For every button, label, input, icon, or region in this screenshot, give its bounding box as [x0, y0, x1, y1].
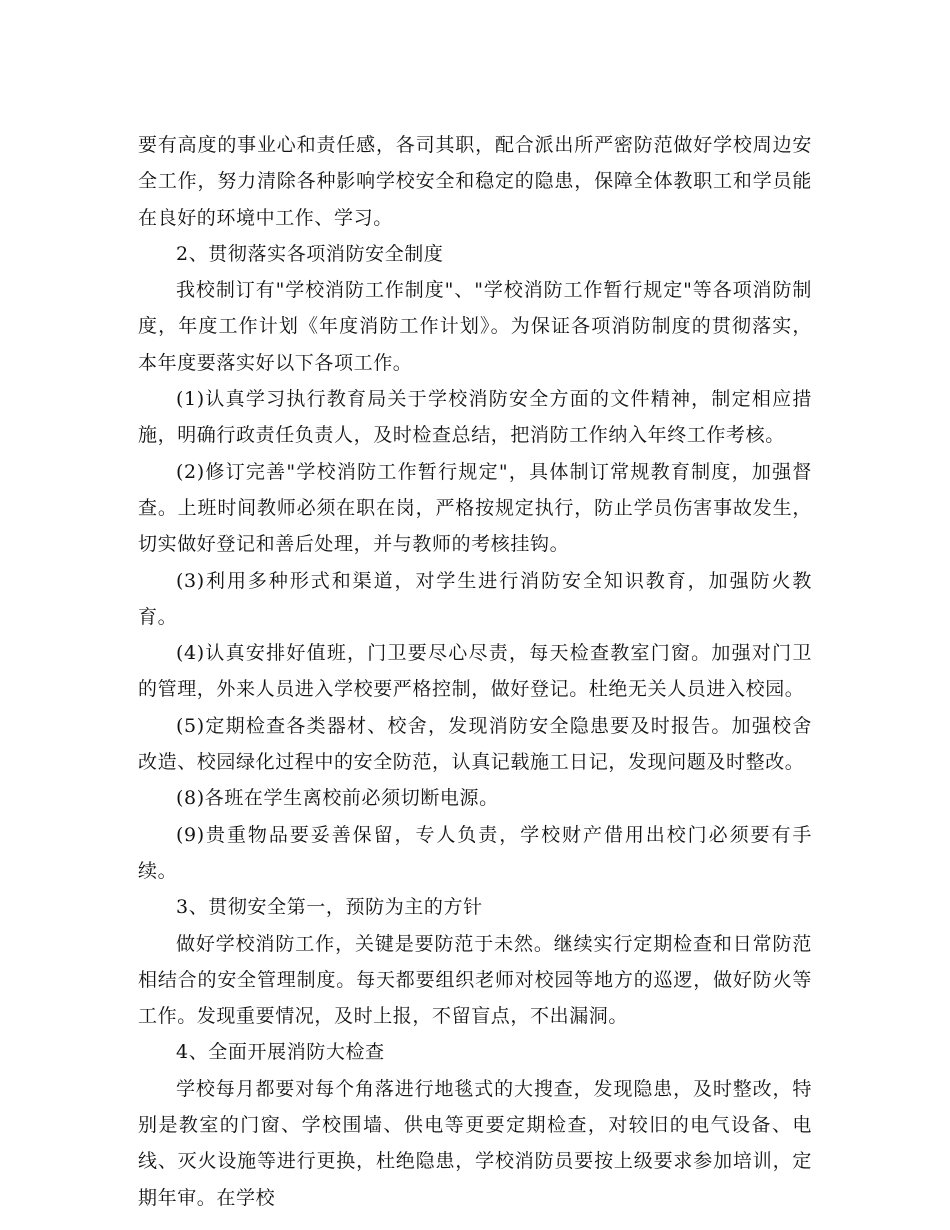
paragraph-prevention: 做好学校消防工作，关键是要防范于未然。继续实行定期检查和日常防范相结合的安全管理制度。每天都要组织老师对校园等地方的巡逻，做好防火等工作。发现重要情况，及时上报，不留盲点，不出漏洞。 — [138, 932, 812, 1028]
heading-section-3: 3、贯彻安全第一，预防为主的方针 — [176, 896, 483, 919]
heading-section-4: 4、全面开展消防大检查 — [176, 1041, 385, 1064]
paragraph-fire-rules: 我校制订有"学校消防工作制度"、"学校消防工作暂行规定"等各项消防制度，年度工作计划《年度消防工作计划》。为保证各项消防制度的贯彻落实，本年度要落实好以下各项工作。 — [138, 279, 812, 374]
paragraph-inspection: 学校每月都要对每个角落进行地毯式的大搜查，发现隐患，及时整改，特别是教室的门窗、学校围墙、供电等更要定期检查，对较旧的电气设备、电线、灭火设施等进行更换，杜绝隐患，学校消防员要按上级要求参加培训，定期年审。在学校 — [138, 1077, 812, 1209]
list-item-2: (2)修订完善"学校消防工作暂行规定"，具体制订常规教育制度，加强督查。上班时间教师必须在职在岗，严格按规定执行，防止学员伤害事故发生，切实做好登记和善后处理，并与教师的考核挂钩。 — [138, 460, 812, 556]
list-item-1: (1)认真学习执行教育局关于学校消防安全方面的文件精神，制定相应措施，明确行政责任负责人，及时检查总结，把消防工作纳入年终工作考核。 — [138, 388, 812, 447]
list-item-3: (3)利用多种形式和渠道，对学生进行消防安全知识教育，加强防火教育。 — [138, 569, 812, 628]
heading-section-2: 2、贯彻落实各项消防安全制度 — [176, 242, 444, 265]
list-item-9: (9)贵重物品要妥善保留，专人负责，学校财产借用出校门必须要有手续。 — [138, 823, 812, 882]
list-item-8: (8)各班在学生离校前必须切断电源。 — [176, 787, 499, 810]
list-item-5: (5)定期检查各类器材、校舍，发现消防安全隐患要及时报告。加强校舍改造、校园绿化过程中的安全防范，认真记载施工日记，发现问题及时整改。 — [138, 714, 812, 774]
list-item-4: (4)认真安排好值班，门卫要尽心尽责，每天检查教室门窗。加强对门卫的管理，外来人员进入学校要严格控制，做好登记。杜绝无关人员进入校园。 — [138, 642, 812, 701]
document-page — [138, 127, 812, 1216]
paragraph-intro: 要有高度的事业心和责任感，各司其职，配合派出所严密防范做好学校周边安全工作，努力清除各种影响学校安全和稳定的隐患，保障全体教职工和学员能在良好的环境中工作、学习。 — [138, 134, 812, 229]
